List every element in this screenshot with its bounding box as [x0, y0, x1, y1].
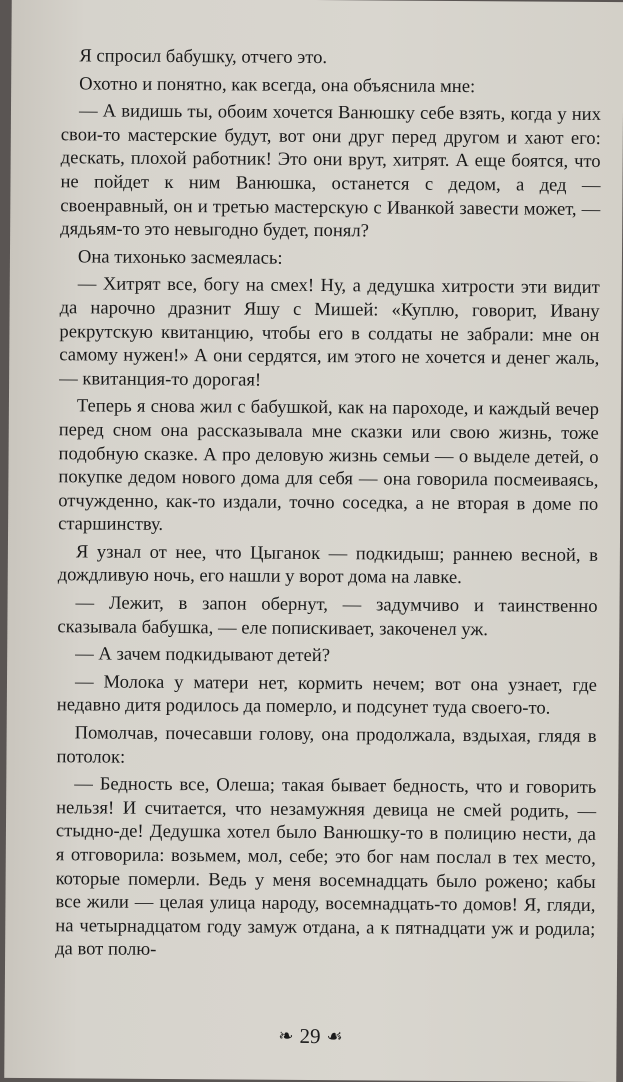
paragraph: Я спросил бабушку, отчего это.: [79, 45, 328, 69]
paragraph: Я узнал от нее, что Цыганок — подкидыш; раннею весной, в дождливую ночь, его нашли у ворот дома на лавке.: [57, 541, 598, 589]
paragraph: Теперь я снова жил с бабушкой, как на пароходе, и каждый вечер перед сном она рассказывала мне сказки или свою жизнь, тоже подобную сказке. А про деловую жизнь семьи — о выделе детей, о покупке дедом нового дома для себя — она говорила посмеиваясь, отчужденно, как-то издали, точно соседка, а не вторая в доме по старшинству.: [58, 395, 599, 536]
page-footer: [4, 1022, 616, 1051]
paragraph: — Лежит, в запон обернут, — задумчиво и таинственно сказывала бабушка, — еле попискивает, закоченел уж.: [57, 592, 598, 640]
paragraph: Помолчав, почесавши голову, она продолжала, вздыхая, глядя в потолок:: [56, 722, 597, 768]
paragraph: Охотно и понятно, как всегда, она объяснила мне:: [79, 72, 476, 97]
body-text: [55, 44, 601, 969]
book-page: [4, 0, 623, 1082]
paragraph: — Хитрят все, богу на смех! Ну, а дедушка хитрости эти видит да нарочно дразнит Яшу с Мишей: «Куплю, говорит, Ивану рекрутскую квитанцию, чтобы его в солдаты не забрали: мне он самому нужен!» А они сердятся, им этого не хочется и денег жаль, — квитанция-то дорогая!: [59, 273, 600, 391]
page-number: 29: [299, 1023, 321, 1049]
paragraph: — А зачем подкидывают детей?: [75, 643, 331, 667]
ornament-left-icon: ❧: [278, 1025, 294, 1046]
paragraph: — Бедность все, Олеша; такая бывает бедность, что и говорить нельзя! И считается, что незамужняя девица не смей родить, — стыдно-де! Дедушка хотел было Ванюшку-то в полицию нести, да я отговорила: возьмем, мол, себе; это бог нам послал в тех место, которые померли. Ведь у меня восемнадцать было рожено; кабы все жили — целая улица народу, восемнадцать-то домов! Я, гляди, на четырнадцатом году замуж отдана, а к пятнадцати уж и родила; да вот полю-: [55, 773, 597, 961]
paragraph: Она тихонько засмеялась:: [77, 246, 283, 269]
ornament-right-icon: ☙: [326, 1026, 343, 1047]
paragraph: — Молока у матери нет, кормить нечем; вот она узнает, где недавно дитя родилось да померло, и подсунет туда своего-то.: [56, 671, 598, 720]
paragraph: — А видишь ты, обоим хочется Ванюшку себе взять, когда у них свои-то мастерские будут, вот они друг перед другом и хают его: дескать, плохой работник! Это они врут, хитрят. А еще боятся, что не пойдет к ним Ванюшка, останется с дедом, а дед — своенравный, он и третью мастерскую с Иванкой завести может, — дядьям-то это невыгодно будет, понял?: [60, 100, 602, 242]
